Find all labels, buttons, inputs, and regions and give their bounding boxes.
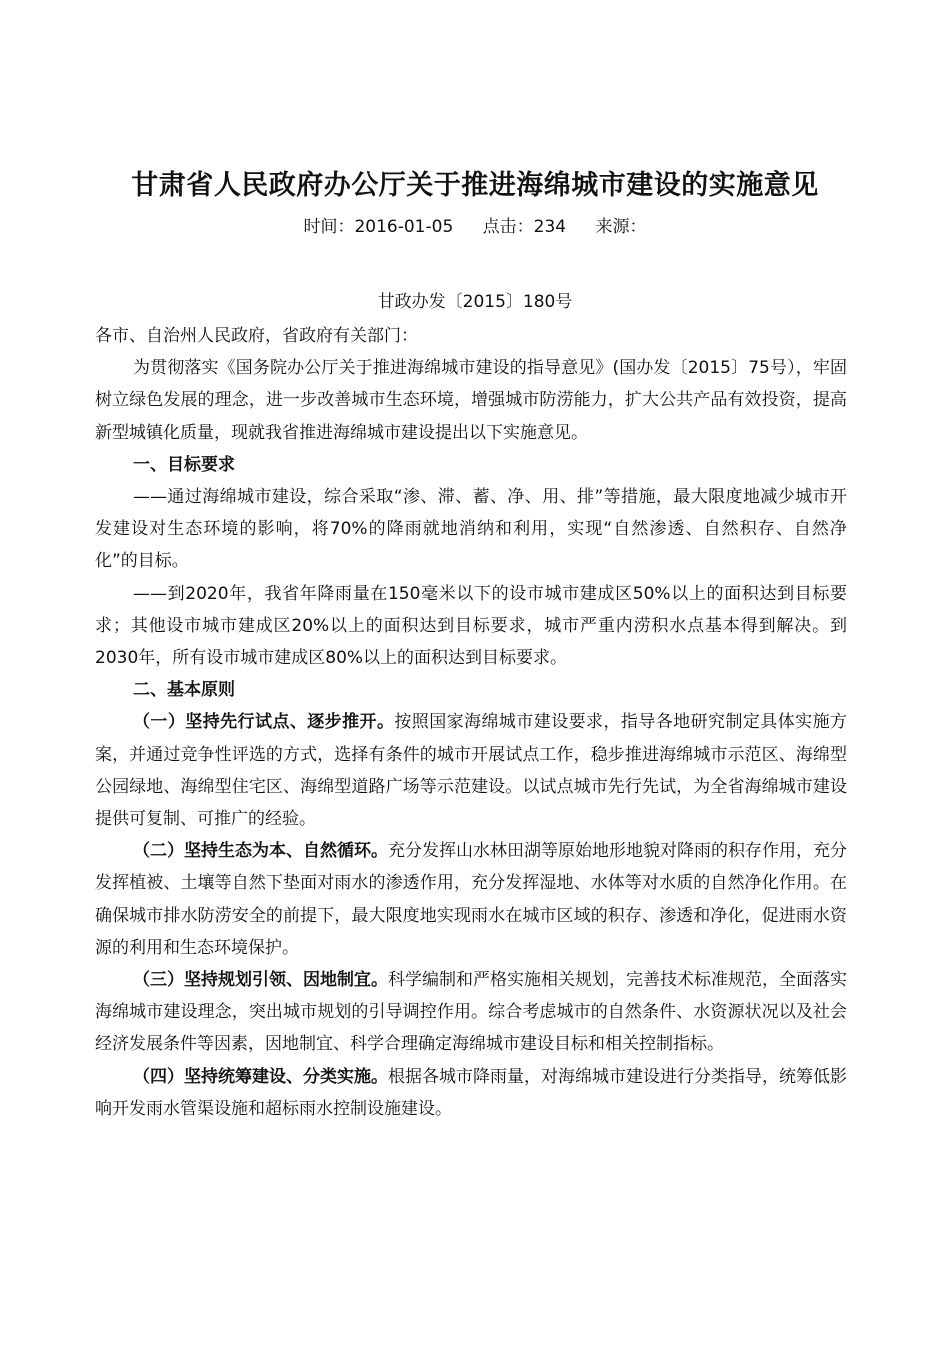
- principle-lead: （二）坚持生态为本、自然循环。: [133, 841, 388, 862]
- principle-paragraph-3: [95, 964, 847, 1061]
- intro-paragraph: 为贯彻落实《国务院办公厅关于推进海绵城市建设的指导意见》(国办发〔2015〕75号），牢固树立绿色发展的理念，进一步改善城市生态环境，增强城市防涝能力，扩大公共产品有效投资，提高新型城镇化质量，现就我省推进海绵城市建设提出以下实施意见。: [95, 358, 847, 443]
- principle-lead: （四）坚持统筹建设、分类实施。: [133, 1066, 388, 1087]
- source-label: 来源：: [595, 217, 647, 237]
- salutation: 各市、自治州人民政府，省政府有关部门：: [95, 326, 418, 346]
- document-number: 甘政办发〔2015〕180号: [377, 292, 573, 312]
- section-heading-principles: 二、基本原则: [133, 680, 235, 701]
- principle-lead: （三）坚持规划引领、因地制宜。: [133, 970, 388, 991]
- principle-lead: （一）坚持先行试点、逐步推开。: [133, 712, 395, 733]
- principle-text: 充分发挥山水林田湖等原始地形地貌对降雨的积存作用，充分发挥植被、土壤等自然下垫面对雨水的渗透作用，充分发挥湿地、水体等对水质的自然净化作用。在确保城市排水防涝安全的前提下，最大限度地实现雨水在城市区域的积存、渗透和净化，促进雨水资源的利用和生态环境保护。: [95, 841, 847, 958]
- publish-time: 时间：2016-01-05: [303, 217, 454, 237]
- click-count: 点击：234: [482, 217, 567, 237]
- principle-text: 科学编制和严格实施相关规划，完善技术标准规范，全面落实海绵城市建设理念，突出城市规划的引导调控作用。综合考虑城市的自然条件、水资源状况以及社会经济发展条件等因素，因地制宜、科学合理确定海绵城市建设目标和相关控制指标。: [95, 970, 847, 1055]
- goal-paragraph-2: ——到2020年，我省年降雨量在150毫米以下的设市城市建成区50%以上的面积达到目标要求；其他设市城市建成区20%以上的面积达到目标要求，城市严重内涝积水点基本得到解决。到2030年，所有设市城市建成区80%以上的面积达到目标要求。: [95, 583, 847, 669]
- document-title: 甘肃省人民政府办公厅关于推进海绵城市建设的实施意见: [131, 170, 819, 201]
- document-meta: [0, 212, 950, 237]
- principle-paragraph-4: [95, 1061, 847, 1125]
- principle-text: 按照国家海绵城市建设要求，指导各地研究制定具体实施方案，并通过竞争性评选的方式，选择有条件的城市开展试点工作，稳步推进海绵城市示范区、海绵型公园绿地、海绵型住宅区、海绵型道路广场等示范建设。以试点城市先行先试，为全省海绵城市建设提供可复制、可推广的经验。: [95, 712, 847, 830]
- section-heading-goals: 一、目标要求: [133, 454, 235, 475]
- document-body: [95, 320, 847, 1125]
- principle-text: 根据各城市降雨量，对海绵城市建设进行分类指导，统筹低影响开发雨水管渠设施和超标雨水控制设施建设。: [95, 1066, 847, 1119]
- principle-paragraph-1: [95, 706, 847, 835]
- goal-paragraph-1: ——通过海绵城市建设，综合采取“渗、滞、蓄、净、用、排”等措施，最大限度地减少城市开发建设对生态环境的影响，将70%的降雨就地消纳和利用，实现“自然渗透、自然积存、自然净化”的目标。: [95, 487, 847, 572]
- principle-paragraph-2: [95, 835, 847, 964]
